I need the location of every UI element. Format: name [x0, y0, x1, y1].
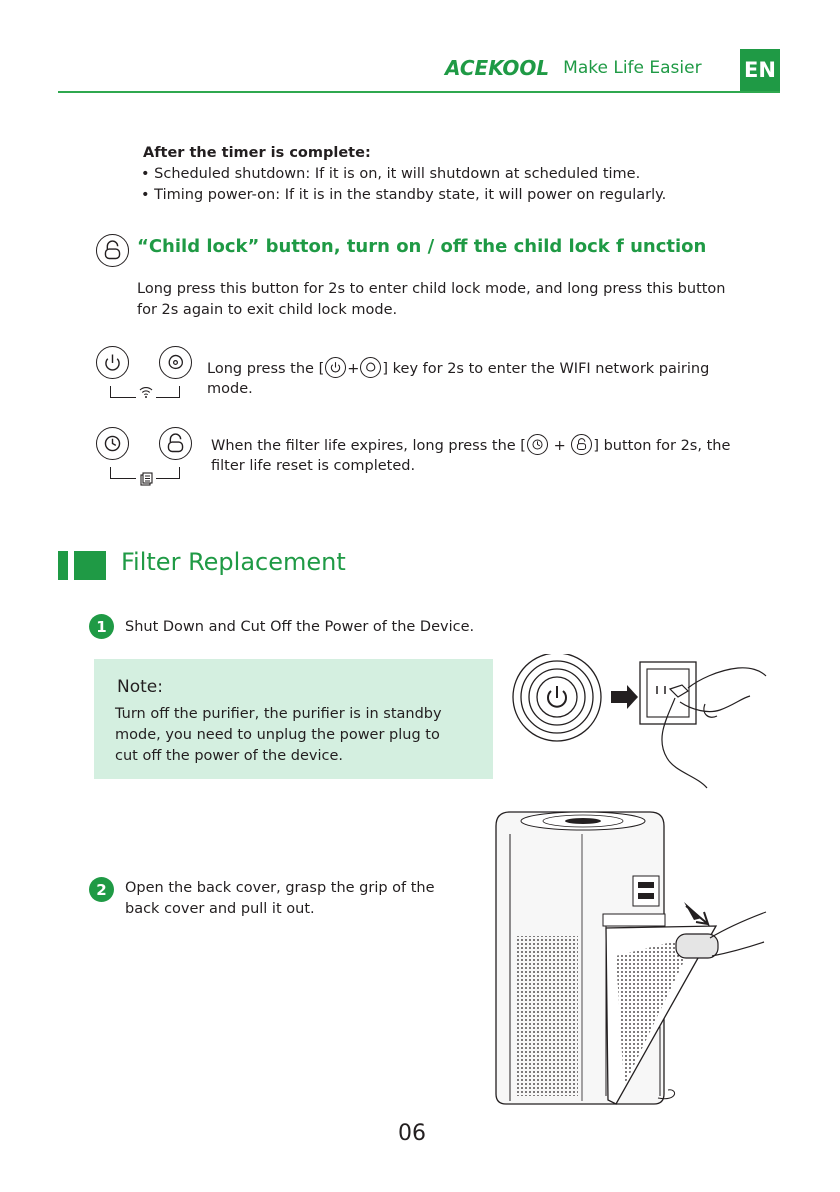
child-lock-button-icon [96, 234, 129, 267]
inline-power-icon [325, 357, 346, 378]
brand-slogan: Make Life Easier [563, 58, 702, 78]
note-line: Turn off the purifier, the purifier is in standby [115, 706, 442, 722]
header-divider [58, 91, 780, 93]
brand-logo: ACEKOOL [445, 56, 550, 80]
filter-icon [136, 471, 156, 490]
section-marker [58, 551, 106, 580]
note-title: Note: [117, 677, 163, 697]
step-2-text-line1: Open the back cover, grasp the grip of the [125, 880, 435, 896]
timer-bullet-poweron: • Timing power-on: If it is in the standby state, it will power on regularly. [141, 187, 667, 203]
power-button-icon [96, 346, 129, 379]
unplug-illustration [505, 654, 780, 794]
fan-button-icon [159, 346, 192, 379]
page-number: 06 [398, 1121, 426, 1146]
brand [445, 53, 702, 83]
section-title: Filter Replacement [121, 548, 346, 576]
step-2-badge: 2 [89, 877, 114, 902]
note-box [94, 659, 493, 779]
note-line: mode, you need to unplug the power plug to [115, 727, 440, 743]
note-line: cut off the power of the device. [115, 748, 343, 764]
lock-button-icon [159, 427, 192, 460]
wifi-desc-line1: Long press the [ + ] key for 2s to enter the WIFI network pairing [207, 357, 709, 380]
step-1-text: Shut Down and Cut Off the Power of the Device. [125, 619, 475, 635]
step-2-text-line2: back cover and pull it out. [125, 901, 315, 917]
timer-heading: After the timer is complete: [143, 145, 371, 161]
note-text [115, 704, 442, 767]
child-lock-desc-line1: Long press this button for 2s to enter child lock mode, and long press this button [137, 281, 726, 297]
language-badge: EN [740, 49, 780, 91]
step-1-badge: 1 [89, 614, 114, 639]
timer-button-icon [96, 427, 129, 460]
wifi-desc-line2: mode. [207, 381, 253, 397]
child-lock-title: “Child lock” button, turn on / off the child lock f unction [137, 236, 707, 257]
inline-timer-icon [527, 434, 548, 455]
inline-lock-icon [571, 434, 592, 455]
inline-fan-icon [360, 357, 381, 378]
timer-bullet-shutdown: • Scheduled shutdown: If it is on, it will shutdown at scheduled time. [141, 166, 641, 182]
wifi-icon [136, 384, 156, 403]
purifier-open-cover-illustration [488, 806, 778, 1116]
child-lock-desc-line2: for 2s again to exit child lock mode. [137, 302, 398, 318]
filter-reset-desc-line2: filter life reset is completed. [211, 458, 416, 474]
filter-reset-desc-line1: When the filter life expires, long press the [ + ] button for 2s, the [211, 434, 730, 457]
